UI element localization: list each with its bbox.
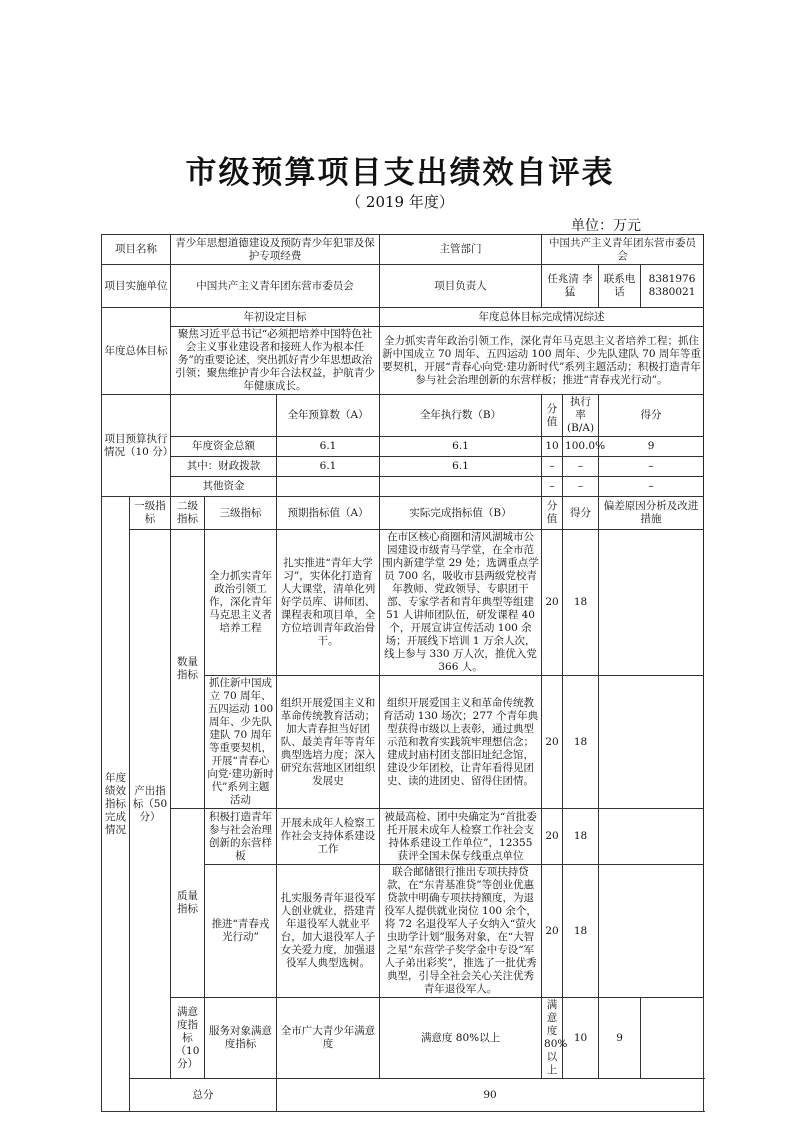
budget-header-score-value: 分值: [542, 395, 563, 437]
table-row: 年度资金总额 6.1 6.1 10 100.0% 9: [102, 437, 704, 457]
indicators-label: 年度绩效指标完成情况: [102, 497, 130, 1112]
indicator-header-score-value: 分值: [542, 497, 563, 530]
indicator-header-level3: 三级指标: [205, 497, 277, 530]
dept-value: 中国共产主义青年团东营市委员会: [542, 235, 704, 265]
budget-label: 项目预算执行情况（10 分）: [102, 395, 171, 497]
row-goals-content: [102, 327, 704, 395]
goals-summary-header: 年度总体目标完成情况综述: [380, 308, 704, 327]
budget-header-score: 得分: [599, 395, 704, 437]
indicator-row: 抓住新中国成立 70 周年、五四运动 100 周年、少先队建队 70 周年等重要契机，开展“青春心向党·建功新时代”系列主题活动 组织开展爱国主义和革命传统教育活动；加大青春担当好团队、最美青年等青年典型选培力度；深入研究东营地区团组织发展史 组织开展爱国主义和革命传统教育活动 130 场次；277 个青年典型获得市级以上表彰，通过典型示范和教育实践筑牢理想信念；建成封庙村团支部旧址纪念馆，建设少年团校，让青年看得见团史、读的进团史、留得住团情。 20 18: [102, 676, 704, 809]
indicator-row: 质量指标 积极打造青年参与社会治理创新的东营样板 开展未成年人检察工作社会支持体系建设工作 被最高检、团中央确定为“首批委托开展未成年人检察工作社会支持体系建设工作单位”，12355 获评全国未保专线重点单位 20 18: [102, 809, 704, 865]
row-budget-header: [102, 395, 704, 437]
indicator-header-level1: 一级指标: [130, 497, 171, 530]
indicator-header-analysis: 偏差原因分析及改进措施: [599, 497, 704, 530]
row-indicators-header: [102, 497, 704, 530]
budget-header-b: 全年执行数（B）: [380, 395, 542, 437]
budget-header-rate: 执行率(B/A): [563, 395, 599, 437]
goals-initial-header: 年初设定目标: [171, 308, 380, 327]
performance-table: [101, 234, 704, 1112]
indicator-row: 产出指标（50分） 数量指标 全力抓实青年政治引领工作，深化青年马克思主义者培养工程 扎实推进“青年大学习”，实体化打造育人大课堂，清单化列好学员库、讲师团、课程表和项目单，全方位培训青年政治骨干。 在市区核心商圈和清风湖城市公园建设市级青马学堂，在全市范围内新建学堂 29 处；选调重点学员 700 名，吸收市县两级党校青年教师、党政领导、专职团干部、专家学者和青年典型等组建 51 人讲师团队伍，研发课程 40 个，开展宣讲宣传活动 100 余场；开展线下培训 1 万余人次，线上参与 330 万人次，推优入党 366 人。 20 18: [102, 530, 704, 676]
contact-label: 联系电话: [599, 265, 641, 308]
total-row: [102, 1079, 704, 1112]
output-indicator-label: 产出指标（50分）: [130, 530, 171, 1079]
indicator-header-expected: 预期指标值（A）: [277, 497, 380, 530]
quality-indicator-label: 质量指标: [171, 809, 205, 998]
unit-label: 单位：万元: [571, 218, 641, 234]
resp-label: 项目负责人: [380, 265, 542, 308]
total-label: 总分: [130, 1079, 277, 1112]
total-value: 90: [277, 1079, 704, 1112]
impl-unit-value: 中国共产主义青年团东营市委员会: [171, 265, 380, 308]
goals-label: 年度总体目标: [102, 308, 171, 395]
form-year: （ 2019 年度）: [346, 193, 454, 211]
quantity-indicator-label: 数量指标: [171, 530, 205, 809]
budget-header-a: 全年预算数（A）: [277, 395, 380, 437]
table-row: 其中：财政拨款 6.1 6.1 – – –: [102, 457, 704, 477]
satisfaction-level2: 服务对象满意度指标: [205, 998, 277, 1079]
indicator-header-actual: 实际完成指标值（B）: [380, 497, 542, 530]
goals-summary-text: 全力抓实青年政治引领工作，深化青年马克思主义者培养工程；抓住新中国成立 70 周年、五四运动 100 周年、少先队建队 70 周年等重要契机，开展“青春心向党·建功新时代”系列主题活动；积极打造青年参与社会治理创新的东营样板；推进“青春戎光行动”。: [380, 327, 704, 395]
indicator-row: 推进“青春戎光行动” 扎实服务青年退役军人创业就业，搭建青年退役军人就业平台，加大退役军人子女关爱力度，加强退役军人典型选树。 联合邮储银行推出专项扶持贷款，在“东青基准贷”等创业优惠贷款中明确专项扶持额度，为退役军人提供就业岗位 100 余个，将 72 名退役军人子女纳入“萤火虫助学计划”服务对象，在“大智之星”东营学子奖学金中专设“军人子弟出彩奖”，推选了一批优秀典型，引导全社会关心关注优秀青年退役军人。 20 18: [102, 865, 704, 998]
contact-phones: 8381976 8380021: [641, 265, 704, 308]
impl-unit-label: 项目实施单位: [102, 265, 171, 308]
project-name-label: 项目名称: [102, 235, 171, 265]
table-row: 其他资金 – – –: [102, 477, 704, 497]
satisfaction-row: 满意度指标（10 分） 服务对象满意度指标 全市广大青少年满意度 满意度 80%以上 满意度 80%以上 10 9: [102, 998, 704, 1079]
row-goals-header: [102, 308, 704, 327]
row-project-name: [102, 235, 704, 265]
form-title: 市级预算项目支出绩效自评表: [185, 155, 615, 191]
indicator-header-score: 得分: [563, 497, 599, 530]
satisfaction-level1: 满意度指标（10 分）: [171, 998, 205, 1079]
project-name-value: 青少年思想道德建设及预防青少年犯罪及保护专项经费: [171, 235, 380, 265]
indicator-header-level2: 二级指标: [171, 497, 205, 530]
resp-names: 任兆清 李 猛: [542, 265, 599, 308]
dept-label: 主管部门: [380, 235, 542, 265]
row-impl-unit: [102, 265, 704, 308]
goals-initial-text: 聚焦习近平总书记“必须把培养中国特色社会主义事业建设者和接班人作为根本任务”的重要论述，突出抓好青少年思想政治引领；聚焦维护青少年合法权益，护航青少年健康成长。: [171, 327, 380, 395]
